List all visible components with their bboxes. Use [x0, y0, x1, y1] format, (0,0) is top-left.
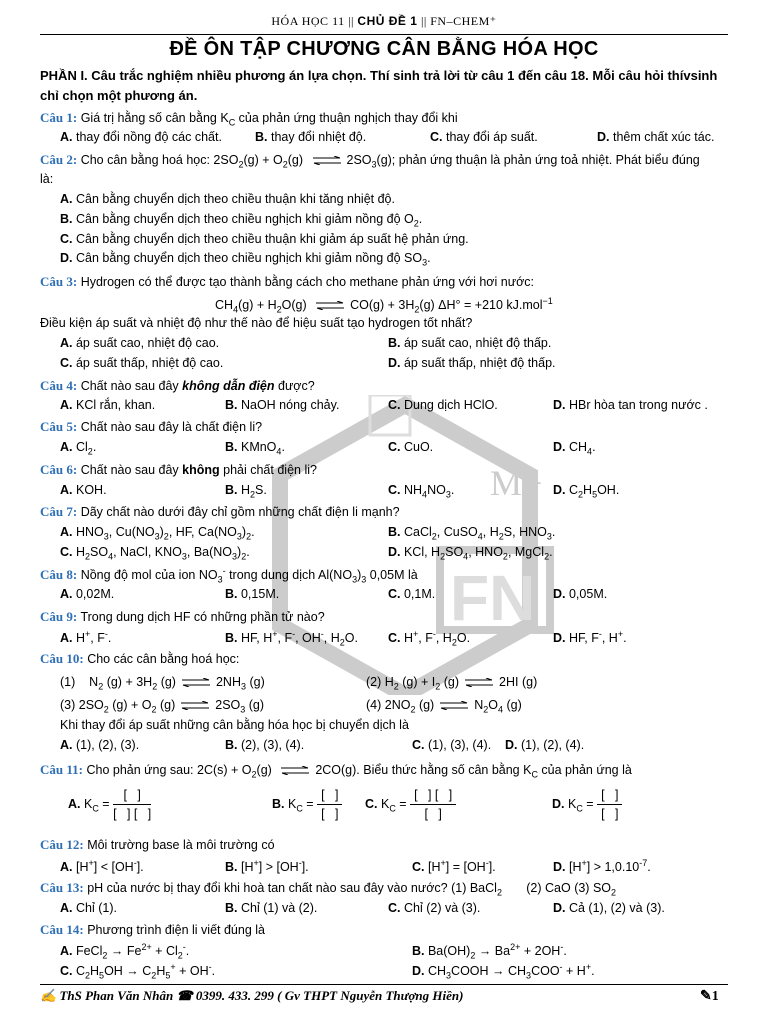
q14-option-a: A. FeCl$_2$ → $Fe^{2+} + Cl_2^-$.	[60, 942, 190, 961]
q2-option-d: D. Cân bằng chuyển dịch theo chiều nghịch khi giảm nồng độ $SO_3$.	[60, 251, 431, 268]
q1-option-a: A. thay đổi nồng độ các chất.	[60, 130, 222, 144]
q13-option-b: B. Chỉ (1) và (2).	[225, 901, 318, 915]
q9-option-b: B. HF, H+, F-, OH-, $H_2O$.	[225, 629, 358, 648]
q8-option-a: A. 0,02M.	[60, 587, 115, 601]
q2-option-b: B. Cân bằng chuyển dịch theo chiều nghịch khi giảm nồng độ $O_2$.	[60, 212, 423, 229]
q12-option-a: A. [H+] < [OH-].	[60, 858, 144, 875]
q7-option-a: A. $HNO_3$, $Cu(NO_3)_2$, HF, $Ca(NO_3)_2$.	[60, 525, 255, 542]
q4-option-c: C. Dung dịch HClO.	[388, 398, 498, 412]
q7-option-c: C. $H_2SO_4$, NaCl, $KNO_3$, $Ba(NO_3)_2$.	[60, 545, 250, 562]
question-11: Câu 11: Cho phản ứng sau: $2C(s) + O_2(g)$ 2CO(g). Biểu thức hằng số cân bằng $K_C$ của phản ứng là	[40, 762, 632, 780]
q5-option-c: C. CuO.	[388, 440, 434, 454]
question-4: Câu 4: Chất nào sau đây không dẫn điện được?	[40, 378, 315, 393]
footer-rule	[40, 984, 728, 985]
q10-option-a: A. (1), (2), (3).	[60, 738, 140, 752]
q10-shift-text: Khi thay đổi áp suất những cân bằng hóa học bị chuyển dịch là	[60, 718, 409, 732]
equilibrium-arrow-icon	[316, 301, 344, 310]
q14-option-d: D. $CH_3COOH \to CH_3COO^- + H^+$.	[412, 962, 595, 981]
question-7: Câu 7: Dãy chất nào dưới đây chỉ gồm những chất điện li mạnh?	[40, 504, 400, 519]
q6-option-b: B. $H_2S$.	[225, 483, 267, 500]
q12-option-c: C. [H+] = [OH-].	[412, 858, 496, 875]
q3-option-a: A. áp suất cao, nhiệt độ cao.	[60, 336, 220, 350]
q13-option-a: A. Chỉ (1).	[60, 901, 117, 915]
q4-option-b: B. NaOH nóng chảy.	[225, 398, 340, 412]
pencil-icon: ✎	[700, 989, 712, 1004]
question-6: Câu 6: Chất nào sau đây không phải chất điện li?	[40, 462, 317, 477]
equilibrium-arrow-icon	[440, 701, 468, 710]
question-3: Câu 3: Hydrogen có thể được tạo thành bằng cách cho methane phản ứng với hơi nước:	[40, 274, 534, 289]
q14-option-b: B. $Ba(OH)_2 \to Ba^{2+} + 2OH^-$.	[412, 942, 567, 961]
equilibrium-arrow-icon	[281, 766, 309, 775]
q8-option-c: C. 0,1M.	[388, 587, 436, 601]
q10-eq4: (4) $2NO_2$ (g) $N_2O_4$ (g)	[366, 698, 522, 715]
question-5: Câu 5: Chất nào sau đây là chất điện li?	[40, 419, 263, 434]
question-1: Câu 1: Giá trị hằng số cân bằng $K_C$ của phản ứng thuận nghịch thay đổi khi	[40, 110, 458, 128]
q13-option-d: D. Cả (1), (2) và (3).	[553, 901, 665, 915]
book-icon: ✍	[40, 988, 57, 1003]
question-2: Câu 2: Cho cân bằng hoá học: $2SO_2(g) + O_2(g)$ $2SO_3(g)$; phản ứng thuận là phản ứng toả nhiệt. Phát biểu đúng	[40, 152, 700, 170]
equilibrium-arrow-icon	[181, 701, 209, 710]
question-9: Câu 9: Trong dung dịch HF có những phần tử nào?	[40, 609, 325, 624]
header-rule	[40, 34, 728, 35]
q3-equation: $CH_4(g) + H_2O(g)$ $CO(g) + 3H_2(g) \Delta H^\circ = +210$ kJ.mol$^{-1}$	[215, 296, 553, 315]
watermark-text-fn: FN	[450, 562, 536, 634]
question-14: Câu 14: Phương trình điện li viết đúng là	[40, 922, 265, 937]
q12-option-b: B. [H+] > [OH-].	[225, 858, 309, 875]
q1-option-d: D. thêm chất xúc tác.	[597, 130, 715, 144]
q10-eq1: (1) $N_2$ $(g) + 3H_2$ (g) $2NH_3$ (g)	[60, 675, 265, 692]
q5-option-b: B. KMnO$_4$.	[225, 440, 285, 457]
q3-option-b: B. áp suất cao, nhiệt độ thấp.	[388, 336, 552, 350]
question-12: Câu 12: Môi trường base là môi trường có	[40, 837, 275, 852]
q10-option-d: D. (1), (2), (4).	[505, 738, 585, 752]
equilibrium-arrow-icon	[465, 678, 493, 687]
q3-condition: Điều kiện áp suất và nhiệt độ như thế nào để hiệu suất tạo hydrogen tốt nhất?	[40, 316, 473, 330]
q7-option-d: D. KCl, $H_2SO_4$, $HNO_2$, MgCl$_2$.	[388, 545, 553, 562]
q1-option-b: B. thay đổi nhiệt độ.	[255, 130, 367, 144]
q2-option-a: A. Cân bằng chuyển dịch theo chiều thuận khi tăng nhiệt độ.	[60, 192, 395, 206]
q2-continued: là:	[40, 172, 54, 186]
q10-eq2: (2) $H_2$ $(g) + I_2$ (g) 2HI (g)	[366, 675, 538, 692]
q11-option-d: D. $K_C$ = $\frac{[ ]}{[ ]}$	[552, 788, 622, 821]
q9-option-c: C. H+, F-, $H_2O$.	[388, 629, 471, 648]
q4-option-a: A. KCl rắn, khan.	[60, 398, 156, 412]
page-number: ✎1	[700, 989, 719, 1004]
q12-option-d: D. $[H^+] > 1,0.10^{-7}$.	[553, 858, 651, 875]
page-header: HÓA HỌC 11 || CHỦ ĐỀ 1 || FN–CHEM⁺	[271, 14, 497, 28]
q5-option-d: D. $CH_4$.	[553, 440, 596, 457]
q13-option-c: C. Chỉ (2) và (3).	[388, 901, 481, 915]
q8-option-d: D. 0,05M.	[553, 587, 608, 601]
q10-eq3: (3) $2SO_2$ $(g) + O_2$ (g) $2SO_3$ (g)	[60, 698, 265, 715]
q1-option-c: C. thay đổi áp suất.	[430, 130, 538, 144]
section-intro: PHẦN I. Câu trắc nghiệm nhiều phương án lựa chọn. Thí sinh trả lời từ câu 1 đến câu 18. Mỗi câu hỏi thívsinh chỉ chọn một phương án.	[40, 68, 718, 103]
question-13: Câu 13: pH của nước bị thay đổi khi hoà tan chất nào sau đây vào nước? (1) BaCl$_2$ (2) CaO (3) $SO_2$	[40, 880, 617, 898]
footer-author: ✍ ThS Phan Văn Nhân ☎ 0399. 433. 299 ( Gv THPT Nguyễn Thượng Hiền)	[40, 988, 464, 1003]
q5-option-a: A. $Cl_2$.	[60, 440, 97, 457]
watermark-text-m: M+	[490, 463, 543, 503]
q9-option-a: A. H+, F-.	[60, 629, 112, 646]
q6-option-c: C. $NH_4NO_3$.	[388, 483, 455, 500]
q11-option-c: C. $K_C$ = $\frac{[ ] [ ]}{[ ]}$	[365, 788, 456, 821]
q10-option-c: C. (1), (3), (4).	[412, 738, 492, 752]
question-10: Câu 10: Cho các cân bằng hoá học:	[40, 651, 240, 666]
q2-option-c: C. Cân bằng chuyển dịch theo chiều thuận khi giảm áp suất hệ phản ứng.	[60, 232, 469, 246]
q4-option-d: D. HBr hòa tan trong nước .	[553, 398, 708, 412]
q3-option-d: D. áp suất thấp, nhiệt độ thấp.	[388, 356, 556, 370]
q14-option-c: C. $C_2H_5OH \to C_2H_5^+ + OH^-$.	[60, 962, 216, 981]
q9-option-d: D. HF, F-, H+.	[553, 629, 627, 646]
equilibrium-arrow-icon	[313, 156, 341, 165]
q11-option-b: B. $K_C$ = $\frac{[ ]}{[ ]}$	[272, 788, 342, 821]
q8-option-b: B. 0,15M.	[225, 587, 280, 601]
q6-option-a: A. KOH.	[60, 483, 107, 497]
page-title: ĐỀ ÔN TẬP CHƯƠNG CÂN BẰNG HÓA HỌC	[169, 38, 599, 60]
q3-option-c: C. áp suất thấp, nhiệt độ cao.	[60, 356, 224, 370]
q6-option-d: D. $C_2H_5OH$.	[553, 483, 620, 500]
q7-option-b: B. CaCl$_2$, CuSO$_4$, $H_2S$, $HNO_3$.	[388, 525, 556, 542]
question-8: Câu 8: Nồng độ mol của ion $NO_3^-$ trong dung dịch $Al(NO_3)_3$ 0,05M là	[40, 566, 418, 585]
q10-option-b: B. (2), (3), (4).	[225, 738, 305, 752]
q11-option-a: A. $K_C$ = $\frac{[ ]}{[ ] [ ]}$	[68, 788, 152, 821]
equilibrium-arrow-icon	[182, 678, 210, 687]
